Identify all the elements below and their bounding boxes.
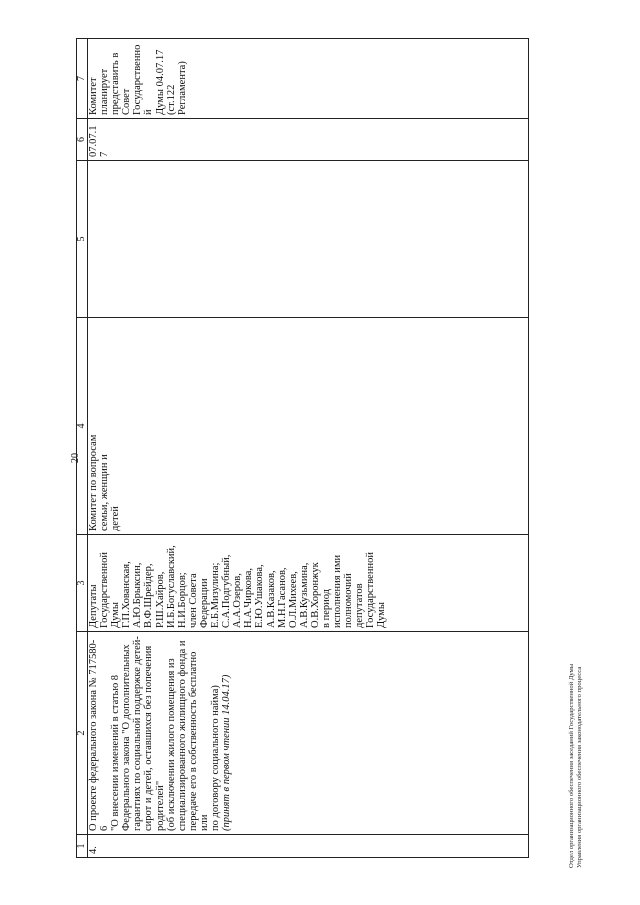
- bill-authors: [88, 535, 529, 632]
- table-header-row: [77, 39, 88, 858]
- author-line: в период: [320, 588, 332, 628]
- bill-title-line: специализированного жилищного фонда и: [176, 640, 188, 831]
- page-number: 20: [70, 453, 81, 463]
- bill-title: [88, 632, 529, 835]
- row-number: 4.: [88, 835, 529, 858]
- plan-line: Комитет планирует: [88, 68, 111, 115]
- bill-table: [76, 44, 388, 858]
- committee-line: Комитет по вопросам: [88, 434, 99, 531]
- author-line: член Совета: [187, 573, 199, 628]
- author-line: Г.П.Хованская,: [121, 561, 133, 628]
- bill-title-line: передаче его в собственность бесплатно или: [187, 649, 210, 831]
- footer-line: Управления организационного обеспечения законодательного процесса: [576, 666, 583, 868]
- plan-line: представить в Совет: [110, 50, 133, 115]
- bill-title-line: Федерального закона "О дополнительных: [121, 644, 133, 831]
- author-line: Н.И.Борцов;: [176, 572, 188, 628]
- bill-reading-note: (принят в первом чтении 14.04.17): [221, 674, 233, 831]
- author-line: А.В.Кузьмина,: [298, 562, 310, 628]
- author-line: Р.Ш.Хайров,: [154, 571, 166, 628]
- author-line: О.Л.Михеев,: [287, 571, 299, 628]
- plan-line: Думы 04.07.17: [154, 49, 166, 115]
- plan-cell: [88, 39, 529, 119]
- author-line: В.Ф.Шрейдер,: [143, 563, 155, 628]
- plan-line: Государственной: [132, 44, 155, 115]
- author-line: Е.Ю.Ушакова,: [254, 564, 266, 628]
- plan-line: (ст.122 Регламента): [165, 61, 188, 115]
- author-line: А.В.Казаков,: [265, 570, 277, 628]
- bill-title-line: (об исключении жилого помещения из: [165, 658, 177, 831]
- author-line: Депутаты: [88, 584, 99, 628]
- table-row: [88, 39, 529, 858]
- committee-line: детей: [110, 506, 122, 531]
- responsible-committee: [88, 318, 529, 535]
- header-col-5: 5: [77, 161, 88, 318]
- header-col-6: 6: [77, 119, 88, 161]
- author-line: И.Б.Богуславский,: [165, 545, 177, 628]
- author-line: С.А.Подгубный,: [221, 554, 233, 628]
- committee-line: семьи, женщин и: [99, 454, 111, 531]
- author-line: Государственной: [99, 552, 111, 628]
- footer-line: Отдел организационного обеспечения заседаний Государственной Думы: [568, 663, 575, 868]
- bill-title-line: сирот и детей, оставшихся без попечения: [143, 645, 155, 831]
- author-line: Думы: [110, 602, 122, 628]
- author-line: депутатов: [354, 583, 366, 628]
- bill-title-line: по договору социального найма): [210, 685, 222, 831]
- bill-title-line: родителей": [154, 780, 166, 831]
- bill-title-line: гарантиях по социальной поддержке детей-: [132, 636, 144, 831]
- column-5-cell: [88, 161, 529, 318]
- header-col-1: 1: [77, 835, 88, 858]
- header-col-2: 2: [77, 632, 88, 835]
- author-line: полномочий: [343, 573, 355, 628]
- header-col-7: 7: [77, 39, 88, 119]
- author-line: Думы: [376, 602, 388, 628]
- author-line: исполнения ими: [332, 554, 344, 628]
- author-line: Государственной: [365, 552, 377, 628]
- author-line: М.Н.Гасанов,: [276, 567, 288, 628]
- header-col-4: 4: [77, 318, 88, 535]
- author-line: Н.А.Чиркова,: [243, 567, 255, 628]
- author-line: О.В.Хоронжук: [309, 562, 321, 628]
- bill-title-line: "О внесении изменений в статью 8: [110, 674, 122, 831]
- header-col-3: 3: [77, 535, 88, 632]
- bill-title-line: О проекте федерального закона № 717580-6: [88, 639, 111, 831]
- author-line: Е.Б.Мизулина;: [210, 562, 222, 628]
- date-cell: 07.07.17: [88, 119, 529, 161]
- author-line: А.Ю.Брыксин,: [132, 562, 144, 628]
- author-line: Федерации: [198, 578, 210, 628]
- author-line: А.А.Озеров,: [232, 573, 244, 628]
- footer-department: [568, 608, 608, 868]
